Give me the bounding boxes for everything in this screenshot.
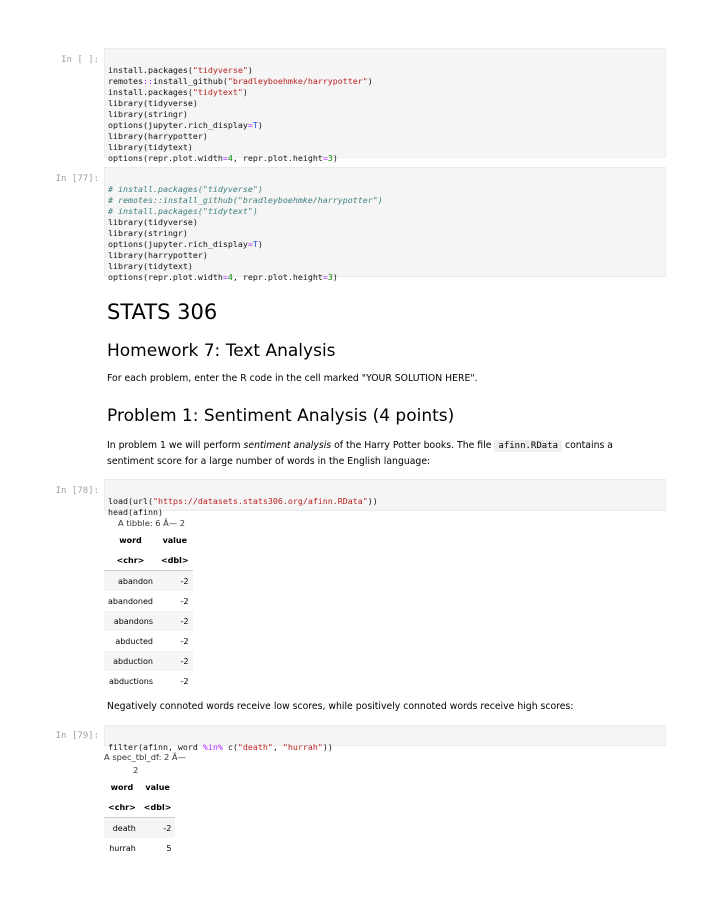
column-header: word xyxy=(110,782,134,792)
table-cell: -2 xyxy=(157,571,193,592)
table-cell: 5 xyxy=(166,843,172,853)
table-cell: abandoned xyxy=(108,596,153,606)
homework-heading: Homework 7: Text Analysis xyxy=(107,341,336,361)
table-cell: abandon xyxy=(104,571,157,592)
code-editor[interactable]: # install.packages("tidyverse") # remotes::install_github("bradleyboehmke/harrypotter") # install.packages("tidytext") library(tidyverse) library(stringr) options(jupyter.rich_display=T) library(harrypotter) library(tidytext) options(repr.plot.width=4, repr.plot.height=3) xyxy=(104,167,666,277)
table-cell: death xyxy=(104,818,140,839)
table-cell: abducted xyxy=(115,636,153,646)
intro-emphasis: sentiment analysis xyxy=(243,440,332,451)
code-editor[interactable]: filter(afinn, word %in% c("death", "hurrah")) xyxy=(104,725,666,746)
table-row xyxy=(104,651,193,671)
dataset-url: "https://datasets.stats306.org/afinn.RData" xyxy=(152,496,368,506)
sentiment-note: Negatively connoted words receive low scores, while positively connoted words receive high scores: xyxy=(107,701,574,712)
table-row xyxy=(104,671,193,691)
table-row xyxy=(104,591,193,611)
table-cell: abandons xyxy=(104,611,157,631)
code-editor[interactable]: install.packages("tidyverse") remotes::install_github("bradleyboehmke/harrypotter") install.packages("tidytext") library(tidyverse) library(stringr) options(jupyter.rich_display=T) library(harrypotter) library(tidytext) options(repr.plot.width=4, repr.plot.height=3) xyxy=(104,48,666,158)
intro-text-3: contains a sentiment score for a large number of words in the English language: xyxy=(107,440,613,467)
table-row xyxy=(104,571,193,592)
table-cell: -2 xyxy=(180,596,189,606)
output-table xyxy=(104,777,175,858)
column-header: value xyxy=(145,782,170,792)
table-cell: abductions xyxy=(108,676,153,686)
inline-code-filename: afinn.RData xyxy=(494,440,562,452)
output-table xyxy=(104,530,193,691)
intro-text-2: of the Harry Potter books. The file xyxy=(331,440,495,451)
output-caption: A spec_tbl_df: 2 Ã— xyxy=(104,752,186,762)
instructions-text: For each problem, enter the R code in the cell marked "YOUR SOLUTION HERE". xyxy=(107,373,478,384)
column-type: <dbl> xyxy=(157,550,193,571)
table-cell: hurrah xyxy=(109,843,136,853)
table-row xyxy=(104,631,193,651)
intro-text-1: In problem 1 we will perform xyxy=(107,440,244,451)
output-caption-continued: 2 xyxy=(133,765,139,775)
table-row xyxy=(104,838,175,858)
table-row xyxy=(104,611,193,631)
problem1-intro xyxy=(107,438,662,470)
code-editor[interactable]: load(url("https://datasets.stats306.org/afinn.RData")) head(afinn) xyxy=(104,479,666,511)
cell-prompt: In [77]: xyxy=(55,174,99,184)
cell-prompt: In [78]: xyxy=(55,486,99,496)
output-caption: A tibble: 6 Ã— 2 xyxy=(118,518,186,528)
table-cell: abduction xyxy=(104,651,157,671)
table-row xyxy=(104,818,175,839)
column-header: value xyxy=(162,535,188,545)
cell-prompt: In [ ]: xyxy=(61,55,99,65)
column-type: <dbl> xyxy=(140,797,176,818)
page-title: STATS 306 xyxy=(107,300,218,324)
table-cell: -2 xyxy=(180,676,189,686)
table-cell: -2 xyxy=(180,636,189,646)
column-header: word xyxy=(119,535,142,545)
problem1-heading: Problem 1: Sentiment Analysis (4 points) xyxy=(107,406,455,426)
cell-prompt: In [79]: xyxy=(55,731,99,741)
table-cell: -2 xyxy=(140,818,176,839)
table-cell: -2 xyxy=(157,651,193,671)
column-type: <chr> xyxy=(104,550,157,571)
table-cell: -2 xyxy=(157,611,193,631)
column-type: <chr> xyxy=(104,797,140,818)
